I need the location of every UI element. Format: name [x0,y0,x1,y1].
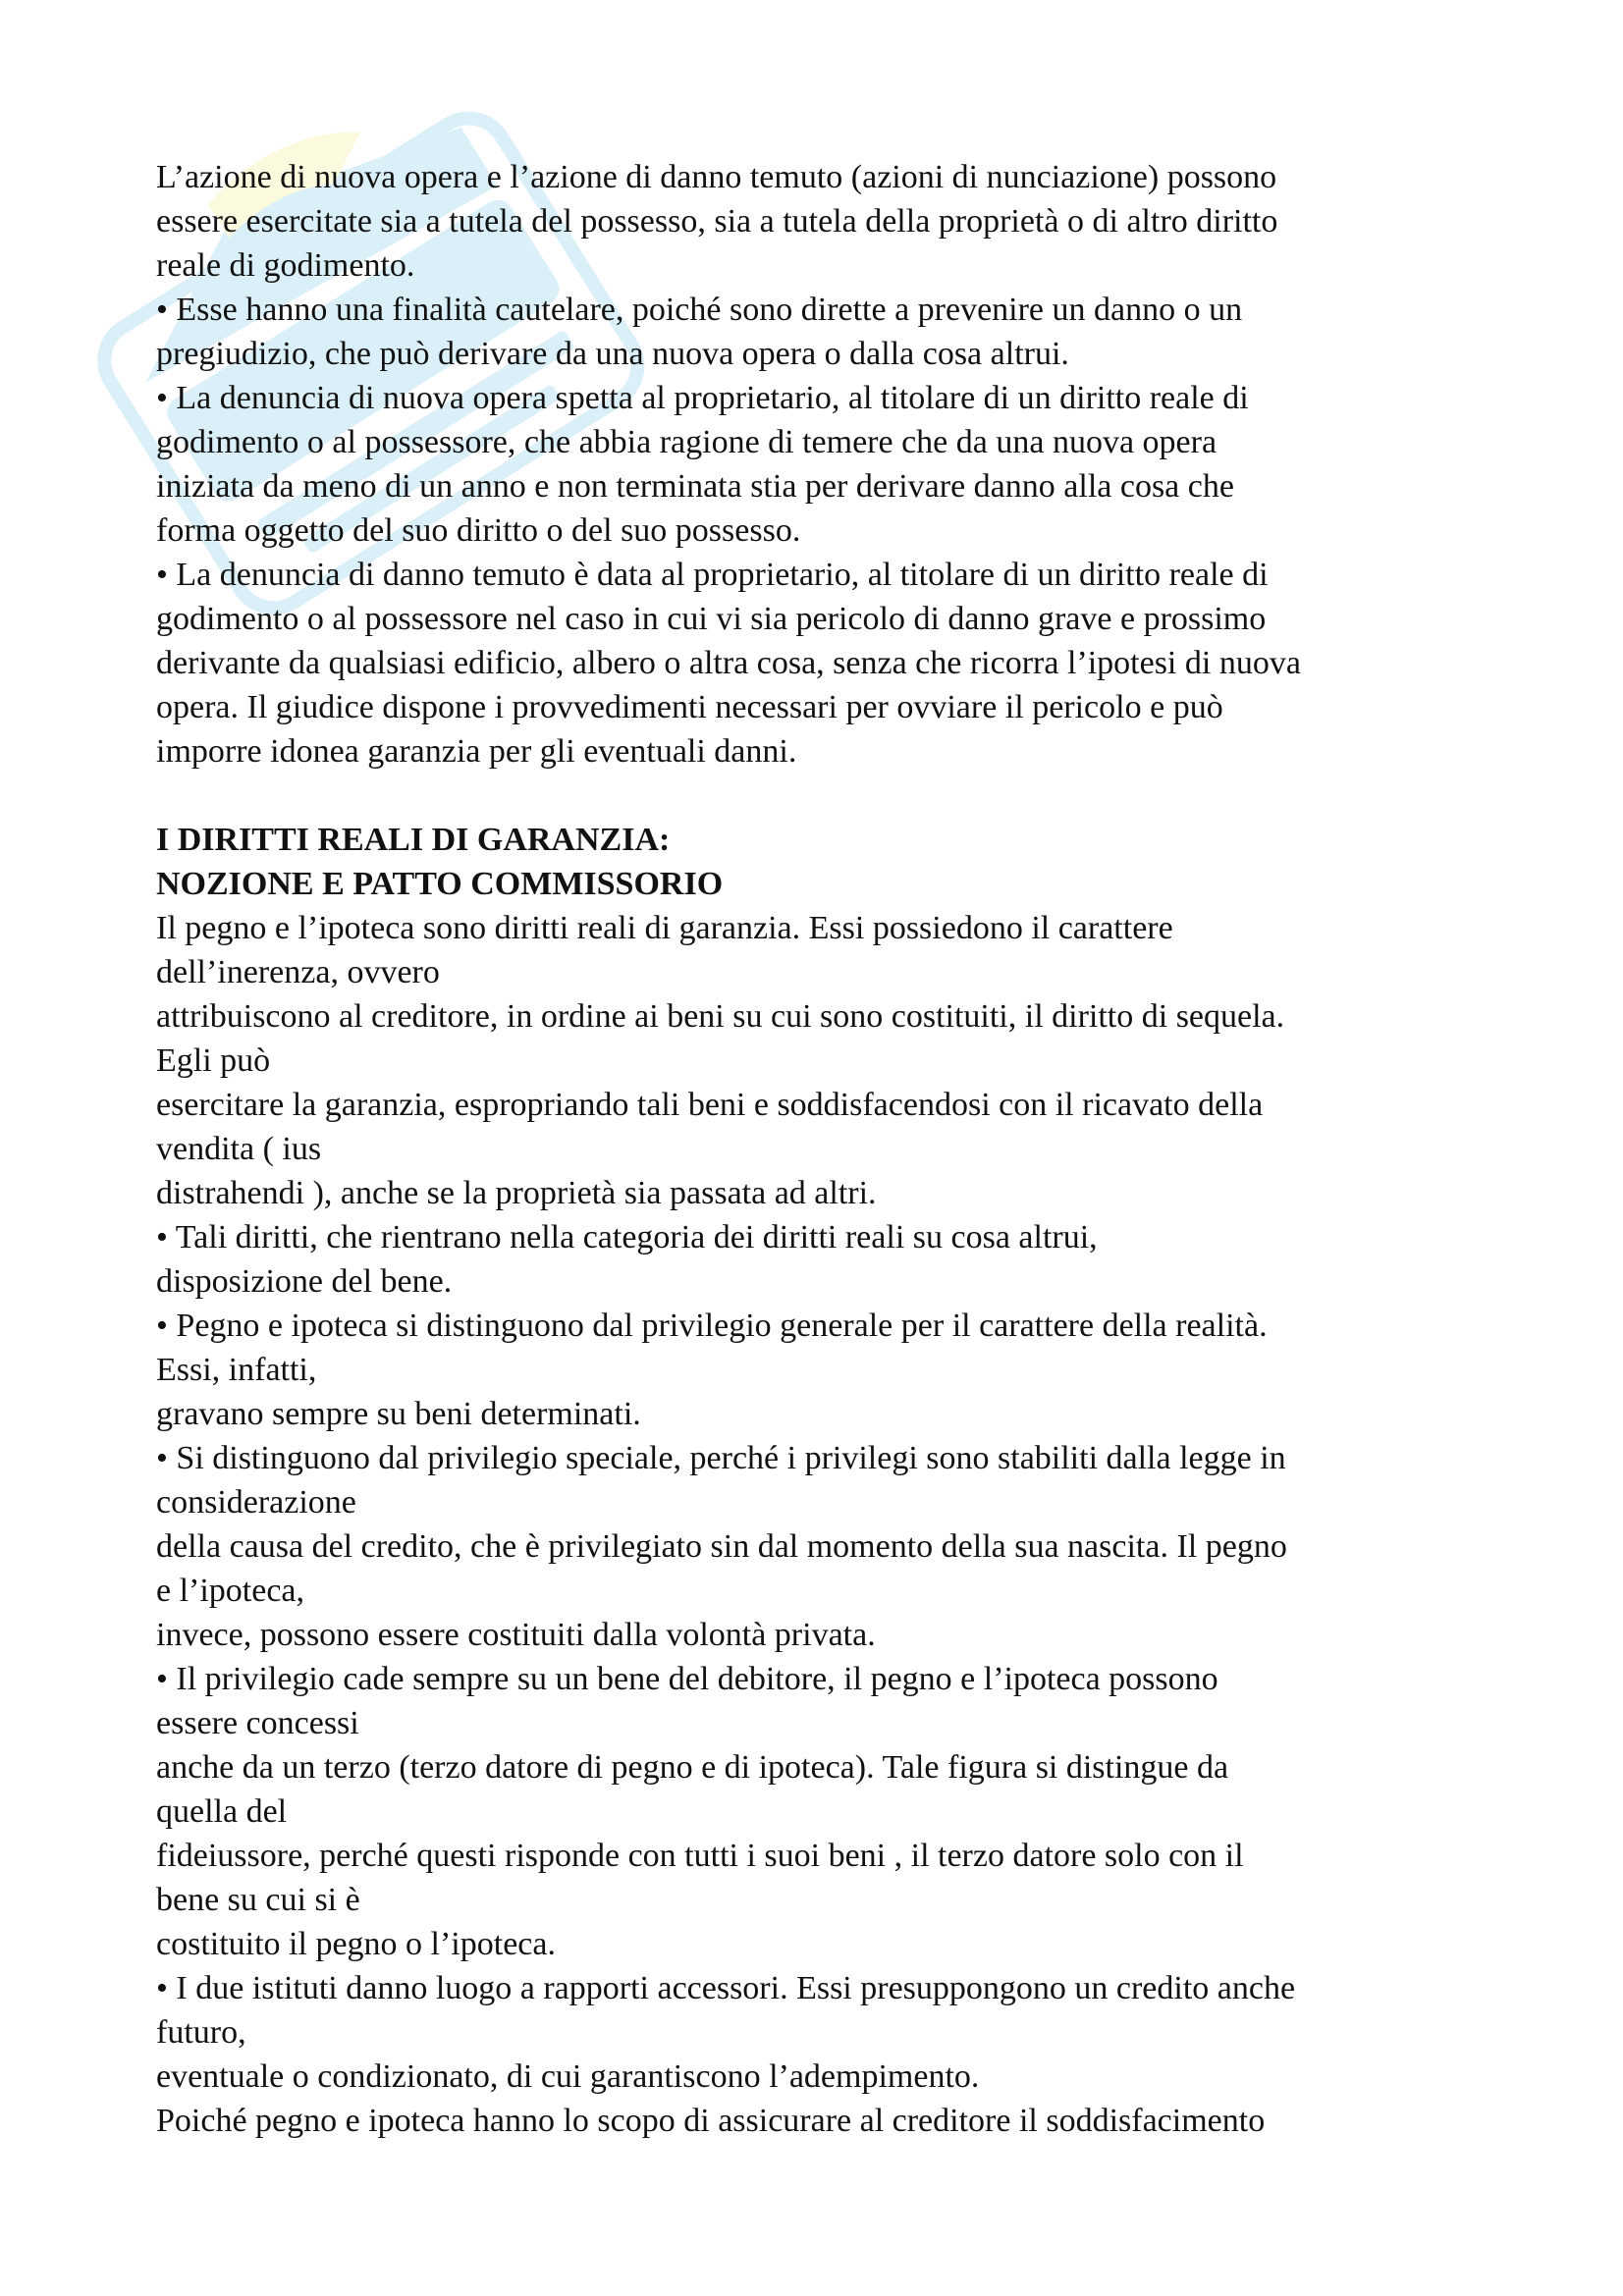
text-line: essere esercitate sia a tutela del possesso, sia a tutela della proprietà o di altro diritto [156,203,1278,240]
bullet-line: • Il privilegio cade sempre su un bene del debitore, il pegno e l’ipoteca possono [156,1661,1218,1697]
heading-line: I DIRITTI REALI DI GARANZIA: [156,822,671,858]
main-section [156,906,1491,2143]
bullet-line: • La denuncia di danno temuto è data al proprietario, al titolare di un diritto reale di [156,557,1269,593]
text-line: imporre idonea garanzia per gli eventuali danni. [156,733,797,770]
text-line: Poiché pegno e ipoteca hanno lo scopo di assicurare al creditore il soddisfacimento [156,2103,1266,2139]
text-line: Egli può [156,1042,271,1079]
paragraph-gap [156,774,1491,818]
text-line: L’azione di nuova opera e l’azione di danno temuto (azioni di nunciazione) possono [156,159,1277,195]
text-line: dell’inerenza, ovvero [156,954,440,990]
section-heading [156,818,1491,906]
text-line: bene su cui si è [156,1882,360,1918]
text-line: futuro, [156,2014,246,2051]
text-line: Il pegno e l’ipoteca sono diritti reali di garanzia. Essi possiedono il carattere [156,910,1173,946]
bullet-line: • La denuncia di nuova opera spetta al proprietario, al titolare di un diritto reale di [156,380,1249,416]
bullet-line: • Si distinguono dal privilegio speciale, perché i privilegi sono stabiliti dalla legge in [156,1440,1286,1476]
bullet-line: • Esse hanno una finalità cautelare, poiché sono dirette a prevenire un danno o un [156,292,1243,328]
text-line: godimento o al possessore nel caso in cui vi sia pericolo di danno grave e prossimo [156,601,1267,637]
text-line: anche da un terzo (terzo datore di pegno e di ipoteca). Tale figura si distingue da [156,1749,1229,1786]
text-line: quella del [156,1793,288,1830]
text-line: e l’ipoteca, [156,1573,305,1609]
text-line: reale di godimento. [156,247,415,284]
text-line: attribuiscono al creditore, in ordine ai beni su cui sono costituiti, il diritto di sequela. [156,998,1285,1035]
text-line: opera. Il giudice dispone i provvedimenti necessari per ovviare il pericolo e può [156,689,1223,725]
text-line: gravano sempre su beni determinati. [156,1396,641,1432]
text-line: disposizione del bene. [156,1263,453,1300]
text-line: essere concessi [156,1705,359,1741]
document-body [156,155,1491,2143]
text-line: forma oggetto del suo diritto o del suo possesso. [156,512,801,549]
text-line: iniziata da meno di un anno e non terminata stia per derivare danno alla cosa che [156,468,1234,505]
bullet-line: • Pegno e ipoteca si distinguono dal privilegio generale per il carattere della realità. [156,1308,1268,1344]
text-line: fideiussore, perché questi risponde con tutti i suoi beni , il terzo datore solo con il [156,1838,1244,1874]
text-line: pregiudizio, che può derivare da una nuova opera o dalla cosa altrui. [156,336,1069,372]
heading-line: NOZIONE E PATTO COMMISSORIO [156,866,724,902]
text-line: invece, possono essere costituiti dalla volontà privata. [156,1617,876,1653]
text-line: esercitare la garanzia, espropriando tali beni e soddisfacendosi con il ricavato della [156,1087,1264,1123]
text-line: derivante da qualsiasi edificio, albero o altra cosa, senza che ricorra l’ipotesi di nuova [156,645,1301,681]
intro-section [156,155,1491,774]
text-line: costituito il pegno o l’ipoteca. [156,1926,556,1962]
text-line: godimento o al possessore, che abbia ragione di temere che da una nuova opera [156,424,1217,460]
text-line: della causa del credito, che è privilegiato sin dal momento della sua nascita. Il pegno [156,1528,1287,1565]
text-line: considerazione [156,1484,356,1521]
bullet-line: • Tali diritti, che rientrano nella categoria dei diritti reali su cosa altrui, [156,1219,1098,1255]
text-line: Essi, infatti, [156,1352,317,1388]
text-line: distrahendi ), anche se la proprietà sia passata ad altri. [156,1175,877,1211]
text-line: vendita ( ius [156,1131,322,1167]
text-line: eventuale o condizionato, di cui garantiscono l’adempimento. [156,2058,980,2095]
bullet-line: • I due istituti danno luogo a rapporti accessori. Essi presuppongono un credito anche [156,1970,1296,2006]
